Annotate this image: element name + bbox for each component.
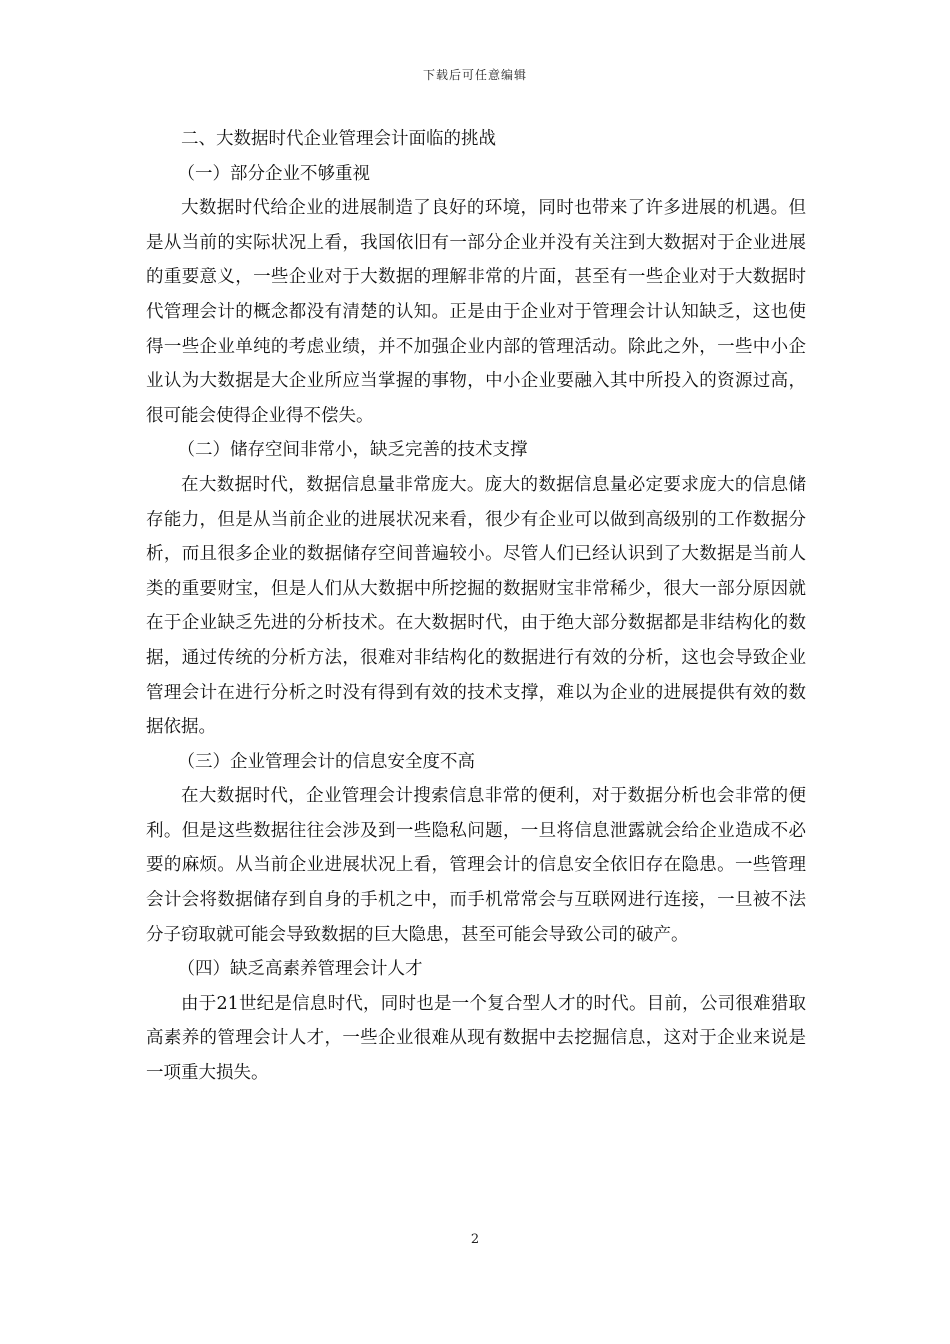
section-title: 二、大数据时代企业管理会计面临的挑战: [181, 129, 496, 149]
paragraph-1: 大数据时代给企业的进展制造了良好的环境，同时也带来了许多进展的机遇。但是从当前的实际状况上看，我国依旧有一部分企业并没有关注到大数据对于企业进展的重要意义，一些企业对于大数据的理解非常的片面，甚至有一些企业对于大数据时代管理会计的概念都没有清楚的认知。正是由于企业对于管理会计认知缺乏，这也使得一些企业单纯的考虑业绩，并不加强企业内部的管理活动。除此之外，一些中小企业认为大数据是大企业所应当掌握的事物，中小企业要融入其中所投入的资源过高，很可能会使得企业得不偿失。: [146, 198, 806, 426]
subsection-heading-3: （三）企业管理会计的信息安全度不高: [177, 751, 475, 772]
subsection-heading-1: （一）部分企业不够重视: [177, 163, 370, 184]
page-number: 2: [470, 1232, 480, 1247]
document-body: [146, 122, 806, 1091]
subsection-heading-2: （二）储存空间非常小，缺乏完善的技术支撑: [177, 440, 528, 461]
subsection-heading-4: （四）缺乏高素养管理会计人才: [177, 959, 423, 980]
paragraph-2: 在大数据时代，数据信息量非常庞大。庞大的数据信息量必定要求庞大的信息储存能力，但是从当前企业的进展状况来看，很少有企业可以做到高级别的工作数据分析，而且很多企业的数据储存空间普遍较小。尽管人们已经认识到了大数据是当前人类的重要财宝，但是人们从大数据中所挖掘的数据财宝非常稀少，很大一部分原因就在于企业缺乏先进的分析技术。在大数据时代，由于绝大部分数据都是非结构化的数据，通过传统的分析方法，很难对非结构化的数据进行有效的分析，这也会导致企业管理会计在进行分析之时没有得到有效的技术支撑，难以为企业的进展提供有效的数据依据。: [146, 474, 806, 738]
paragraph-4: 由于21世纪是信息时代，同时也是一个复合型人才的时代。目前，公司很难猎取高素养的管理会计人才，一些企业很难从现有数据中去挖掘信息，这对于企业来说是一项重大损失。: [146, 993, 806, 1084]
page-header: 下载后可任意编辑: [422, 68, 527, 82]
paragraph-3: 在大数据时代，企业管理会计搜索信息非常的便利，对于数据分析也会非常的便利。但是这些数据往往会涉及到一些隐私问题，一旦将信息泄露就会给企业造成不必要的麻烦。从当前企业进展状况上看，管理会计的信息安全依旧存在隐患。一些管理会计会将数据储存到自身的手机之中，而手机常常会与互联网进行连接，一旦被不法分子窃取就可能会导致数据的巨大隐患，甚至可能会导致公司的破产。: [146, 786, 806, 945]
